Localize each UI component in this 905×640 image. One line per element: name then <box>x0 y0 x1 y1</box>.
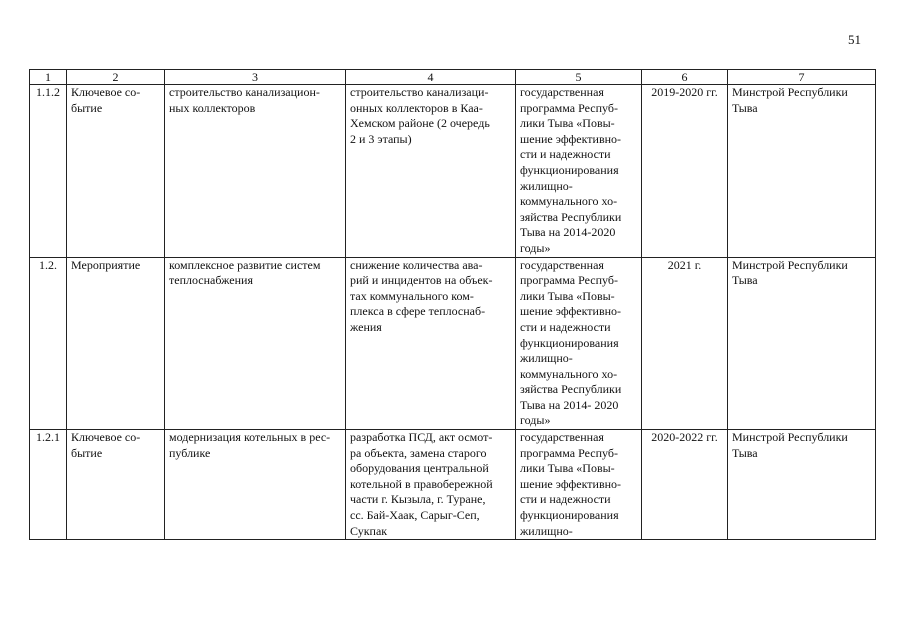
header-col-3: 3 <box>165 70 346 85</box>
header-col-2: 2 <box>67 70 165 85</box>
row-executor: Минстрой Республики Тыва <box>728 85 876 258</box>
row-result: разработка ПСД, акт осмот- ра объекта, замена старого оборудования центральной котельной в правобережной части г. Кызыла, г. Туране, сс. Бай-Хаак, Сарыг-Сеп, Сукпак <box>346 430 516 540</box>
row-result: снижение количества ава- рий и инцидентов на объек- тах коммунального ком- плекса в сфере теплоснаб- жения <box>346 257 516 430</box>
row-period: 2019-2020 гг. <box>642 85 728 258</box>
row-type: Мероприятие <box>67 257 165 430</box>
row-program: государственная программа Респуб- лики Тыва «Повы- шение эффективно- сти и надежности функционирования жилищно- <box>516 430 642 540</box>
header-col-7: 7 <box>728 70 876 85</box>
header-col-5: 5 <box>516 70 642 85</box>
header-col-6: 6 <box>642 70 728 85</box>
row-number: 1.2.1 <box>30 430 67 540</box>
row-number: 1.2. <box>30 257 67 430</box>
row-program: государственная программа Респуб- лики Тыва «Повы- шение эффективно- сти и надежности функционирования жилищно- коммунального хо- зяйства Республики Тыва на 2014- 2020 годы» <box>516 257 642 430</box>
header-row <box>30 70 876 85</box>
row-type: Ключевое со- бытие <box>67 85 165 258</box>
table-row <box>30 430 876 540</box>
table-row <box>30 257 876 430</box>
row-name: модернизация котельных в рес- публике <box>165 430 346 540</box>
row-program: государственная программа Респуб- лики Тыва «Повы- шение эффективно- сти и надежности функционирования жилищно- коммунального хо- зяйства Республики Тыва на 2014-2020 годы» <box>516 85 642 258</box>
plan-table <box>29 69 876 540</box>
row-period: 2020-2022 гг. <box>642 430 728 540</box>
row-result: строительство канализаци- онных коллекторов в Каа- Хемском районе (2 очередь 2 и 3 этапы) <box>346 85 516 258</box>
row-period: 2021 г. <box>642 257 728 430</box>
row-name: строительство канализацион- ных коллекторов <box>165 85 346 258</box>
header-col-4: 4 <box>346 70 516 85</box>
row-executor: Минстрой Республики Тыва <box>728 430 876 540</box>
header-col-1: 1 <box>30 70 67 85</box>
row-name: комплексное развитие систем теплоснабжения <box>165 257 346 430</box>
row-type: Ключевое со- бытие <box>67 430 165 540</box>
table-row <box>30 85 876 258</box>
page-number: 51 <box>848 32 861 47</box>
row-number: 1.1.2 <box>30 85 67 258</box>
row-executor: Минстрой Республики Тыва <box>728 257 876 430</box>
